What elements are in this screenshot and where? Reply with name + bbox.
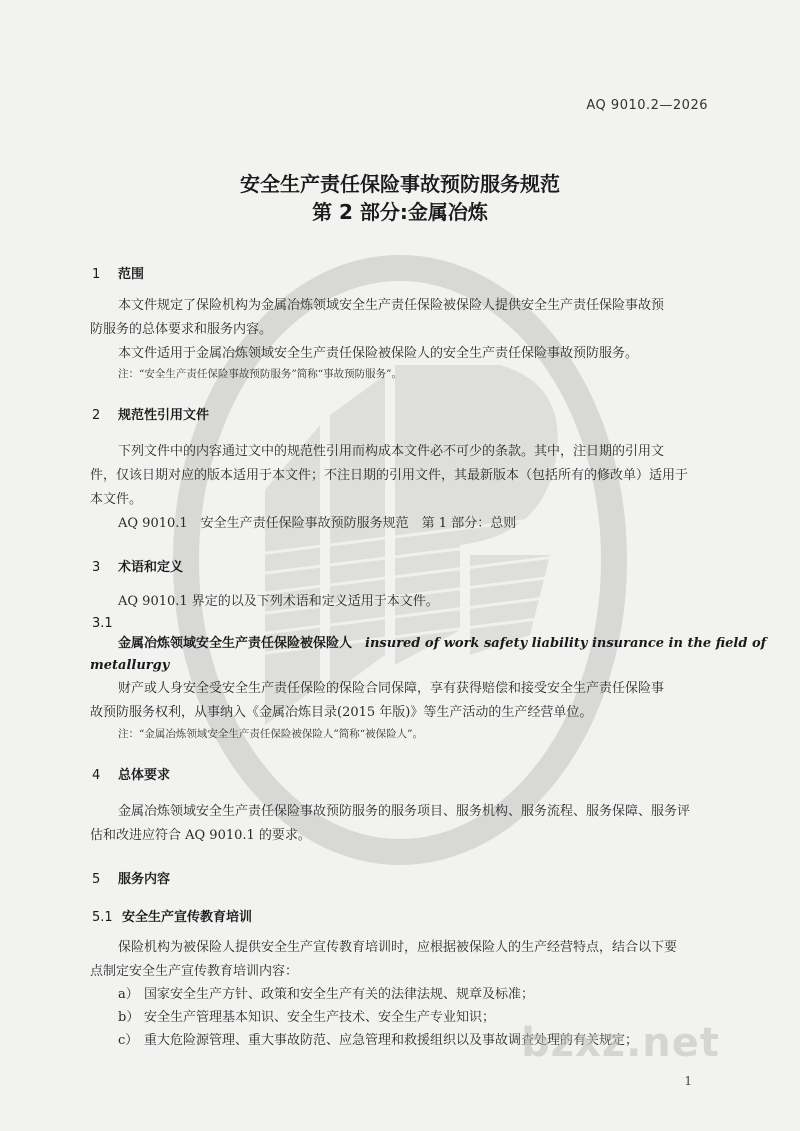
term-english-continued: metallurgy	[90, 658, 170, 673]
section-number: 1	[92, 267, 101, 282]
paragraph-line: 保险机构为被保险人提供安全生产宣传教育培训时，应根据被保险人的生产经营特点，结合以下要	[118, 940, 678, 955]
subsection-number: 5.1	[92, 910, 113, 925]
document-title: 安全生产责任保险事故预防服务规范	[240, 172, 560, 196]
list-marker: c）	[118, 1033, 139, 1048]
subsection-number: 3.1	[92, 616, 113, 631]
section-title: 总体要求	[118, 768, 171, 783]
paragraph-line: 估和改进应符合 AQ 9010.1 的要求。	[90, 828, 311, 843]
term-chinese: 金属冶炼领域安全生产责任保险被保险人	[118, 636, 353, 651]
list-marker: a）	[118, 987, 139, 1002]
subsection-title: 安全生产宣传教育培训	[122, 910, 253, 925]
paragraph-line: 本文件适用于金属冶炼领域安全生产责任保险被保险人的安全生产责任保险事故预防服务。	[118, 346, 639, 361]
section-title: 范围	[118, 267, 145, 282]
section-number: 3	[92, 560, 101, 575]
section-title: 术语和定义	[118, 560, 184, 575]
section-number: 5	[92, 872, 101, 887]
section-5-heading	[92, 868, 170, 887]
list-text: 国家安全生产方针、政策和安全生产有关的法律法规、规章及标准；	[144, 987, 535, 1002]
definition-line: 故预防服务权利，从事纳入《金属冶炼目录(2015 年版)》等生产活动的生产经营单位。	[90, 705, 593, 720]
note: 注：“安全生产责任保险事故预防服务”简称“事故预防服务”。	[118, 368, 402, 380]
term-entry	[118, 633, 766, 655]
paragraph-line: 下列文件中的内容通过文中的规范性引用而构成本文件必不可少的条款。其中，注日期的引用文	[118, 444, 665, 459]
section-title: 服务内容	[118, 872, 171, 887]
normative-reference: AQ 9010.1 安全生产责任保险事故预防服务规范 第 1 部分：总则	[118, 516, 517, 531]
section-4-heading	[92, 764, 170, 783]
subsection-5-1-heading	[92, 906, 252, 925]
site-watermark: bzxz.net	[521, 1020, 720, 1066]
paragraph-line: AQ 9010.1 界定的以及下列术语和定义适用于本文件。	[118, 594, 439, 609]
list-text: 安全生产管理基本知识、安全生产技术、安全生产专业知识；	[144, 1010, 496, 1025]
paragraph-line: 点制定安全生产宣传教育培训内容：	[90, 964, 299, 979]
list-item	[118, 983, 534, 1002]
document-code: AQ 9010.2—2026	[586, 98, 708, 113]
section-number: 4	[92, 768, 101, 783]
paragraph-line: 防服务的总体要求和服务内容。	[90, 322, 273, 337]
section-2-heading	[92, 404, 209, 423]
page-number: 1	[684, 1074, 692, 1088]
paragraph-line: 本文件规定了保险机构为金属冶炼领域安全生产责任保险被保险人提供安全生产责任保险事故预	[118, 298, 665, 313]
paragraph-line: 本文件。	[90, 492, 143, 507]
document-subtitle: 第 2 部分:金属冶炼	[312, 200, 488, 224]
list-text: 重大危险源管理、重大事故防范、应急管理和救援组织以及事故调查处理的有关规定；	[144, 1033, 639, 1048]
section-number: 2	[92, 408, 101, 423]
term-entry-continued	[90, 655, 169, 677]
section-title: 规范性引用文件	[118, 408, 210, 423]
term-english: insured of work safety liability insurance in the field of	[365, 636, 767, 651]
paragraph-line: 件，仅该日期对应的版本适用于本文件；不注日期的引用文件，其最新版本（包括所有的修改单）适用于	[90, 468, 689, 483]
definition-line: 财产或人身安全受安全生产责任保险的保险合同保障，享有获得赔偿和接受安全生产责任保险事	[118, 681, 665, 696]
section-3-heading	[92, 556, 183, 575]
section-1-heading	[92, 263, 144, 282]
list-item	[118, 1006, 495, 1025]
note: 注：“金属冶炼领域安全生产责任保险被保险人”简称“被保险人”。	[118, 728, 423, 740]
list-marker: b）	[118, 1010, 140, 1025]
paragraph-line: 金属冶炼领域安全生产责任保险事故预防服务的服务项目、服务机构、服务流程、服务保障、服务评	[118, 804, 691, 819]
